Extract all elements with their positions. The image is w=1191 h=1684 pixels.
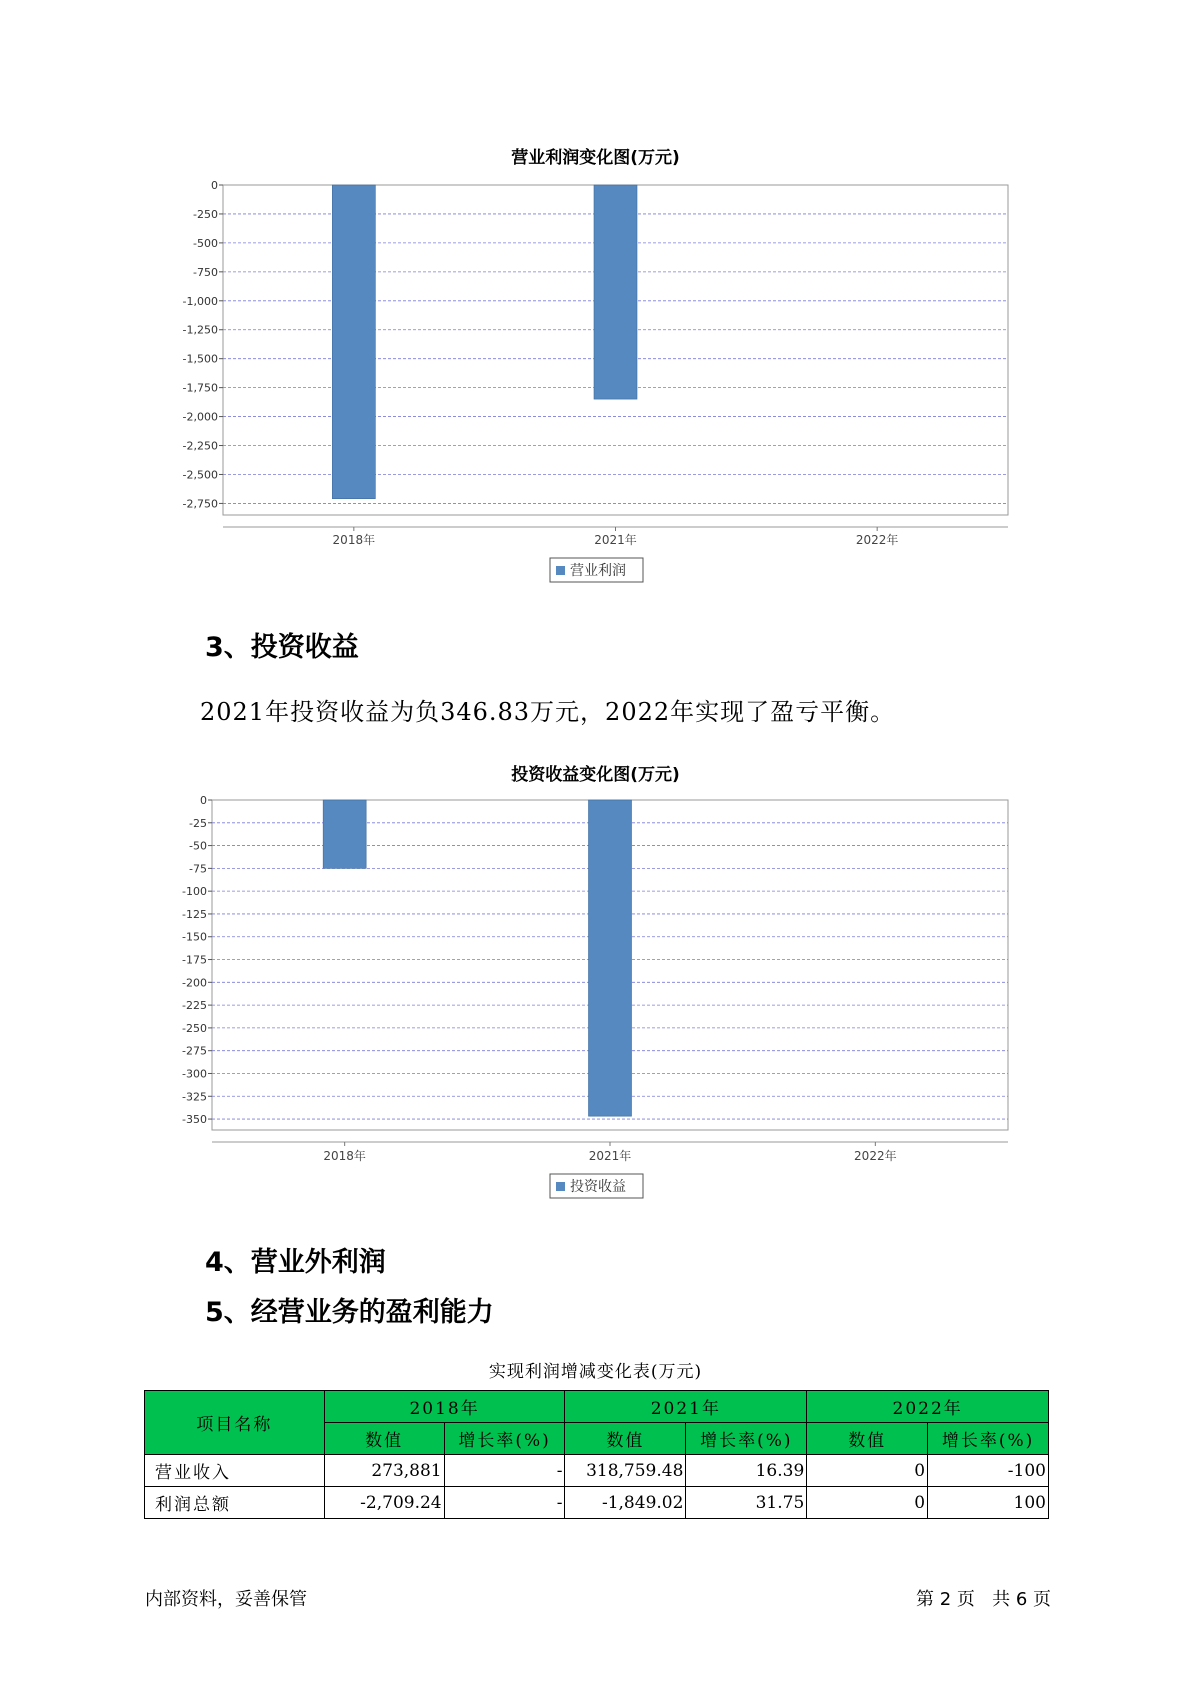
investment-income-chart — [0, 790, 1191, 1210]
y-tick-label: -2,750 — [182, 497, 218, 511]
section-5-heading: 5、经营业务的盈利能力 — [205, 1297, 494, 1328]
sub-header-value: 数值 — [565, 1423, 686, 1455]
row-label: 营业收入 — [145, 1455, 325, 1487]
y-tick-label: -150 — [182, 930, 207, 944]
year-header-2021: 2021年 — [565, 1391, 807, 1423]
section-3-heading: 3、投资收益 — [205, 632, 359, 663]
section-4-heading: 4、营业外利润 — [205, 1247, 386, 1278]
footer-page-number: 第 2 页 共 6 页 — [916, 1589, 1051, 1610]
section-3-paragraph: 2021年投资收益为负346.83万元，2022年实现了盈亏平衡。 — [200, 698, 896, 726]
table-cell: -1,849.02 — [565, 1487, 686, 1519]
y-tick-label: 0 — [211, 179, 218, 192]
operating-profit-chart — [0, 170, 1191, 590]
sub-header-growth: 增长率(%) — [686, 1423, 807, 1455]
table-cell: 100 — [928, 1487, 1049, 1519]
table-caption: 实现利润增减变化表(万元) — [488, 1362, 703, 1382]
table-cell: 273,881 — [324, 1455, 444, 1487]
legend-swatch — [556, 566, 565, 575]
y-tick-label: 0 — [200, 794, 207, 807]
table-row — [145, 1455, 1049, 1487]
chart-title-operating-profit: 营业利润变化图(万元) — [511, 148, 680, 168]
x-tick-label: 2022年 — [855, 533, 899, 547]
y-tick-label: -125 — [182, 907, 207, 921]
y-tick-label: -175 — [182, 953, 207, 967]
sub-header-value: 数值 — [807, 1423, 928, 1455]
table-cell: 0 — [807, 1455, 928, 1487]
table-cell: 16.39 — [686, 1455, 807, 1487]
y-tick-label: -300 — [182, 1067, 207, 1081]
x-tick-label: 2018年 — [332, 533, 376, 547]
table-cell: - — [444, 1455, 565, 1487]
y-tick-label: -750 — [193, 265, 218, 279]
y-tick-label: -500 — [193, 236, 218, 250]
y-tick-label: -50 — [189, 839, 207, 853]
footer-confidential-note: 内部资料，妥善保管 — [145, 1589, 307, 1610]
y-tick-label: -2,250 — [182, 439, 218, 453]
x-tick-label: 2022年 — [854, 1149, 897, 1163]
y-tick-label: -75 — [189, 862, 207, 876]
item-name-header: 项目名称 — [145, 1391, 325, 1455]
year-header-2022: 2022年 — [807, 1391, 1049, 1423]
y-tick-label: -250 — [193, 207, 218, 221]
x-tick-label: 2021年 — [588, 1149, 632, 1163]
sub-header-growth: 增长率(%) — [444, 1423, 565, 1455]
profit-change-table — [144, 1390, 1049, 1519]
y-tick-label: -275 — [182, 1044, 207, 1058]
y-tick-label: -200 — [182, 976, 207, 990]
table-row — [145, 1487, 1049, 1519]
chart-title-investment-income: 投资收益变化图(万元) — [511, 765, 680, 785]
legend-swatch — [556, 1182, 565, 1191]
table-cell: 31.75 — [686, 1487, 807, 1519]
y-tick-label: -1,250 — [182, 323, 218, 337]
bar-2021年 — [589, 800, 632, 1116]
y-tick-label: -250 — [182, 1021, 207, 1035]
table-cell: - — [444, 1487, 565, 1519]
x-tick-label: 2018年 — [323, 1149, 366, 1163]
table-cell: -100 — [928, 1455, 1049, 1487]
year-header-2018: 2018年 — [324, 1391, 565, 1423]
table-cell: -2,709.24 — [324, 1487, 444, 1519]
y-tick-label: -2,000 — [182, 410, 218, 424]
y-tick-label: -25 — [189, 816, 207, 830]
x-tick-label: 2021年 — [594, 533, 637, 547]
y-tick-label: -350 — [182, 1113, 207, 1127]
y-tick-label: -2,500 — [182, 468, 218, 482]
bar-2021年 — [594, 185, 637, 399]
y-tick-label: -225 — [182, 999, 207, 1013]
y-tick-label: -1,000 — [182, 294, 218, 308]
y-tick-label: -325 — [182, 1090, 207, 1104]
bar-2018年 — [332, 185, 375, 499]
y-tick-label: -1,500 — [182, 352, 218, 366]
legend-label: 营业利润 — [570, 563, 626, 579]
sub-header-value: 数值 — [324, 1423, 444, 1455]
legend-label: 投资收益 — [570, 1179, 626, 1195]
y-tick-label: -100 — [182, 885, 207, 899]
table-cell: 0 — [807, 1487, 928, 1519]
table-header-row-years — [145, 1391, 1049, 1423]
table-cell: 318,759.48 — [565, 1455, 686, 1487]
bar-2018年 — [323, 800, 366, 868]
sub-header-growth: 增长率(%) — [928, 1423, 1049, 1455]
row-label: 利润总额 — [145, 1487, 325, 1519]
y-tick-label: -1,750 — [182, 381, 218, 395]
